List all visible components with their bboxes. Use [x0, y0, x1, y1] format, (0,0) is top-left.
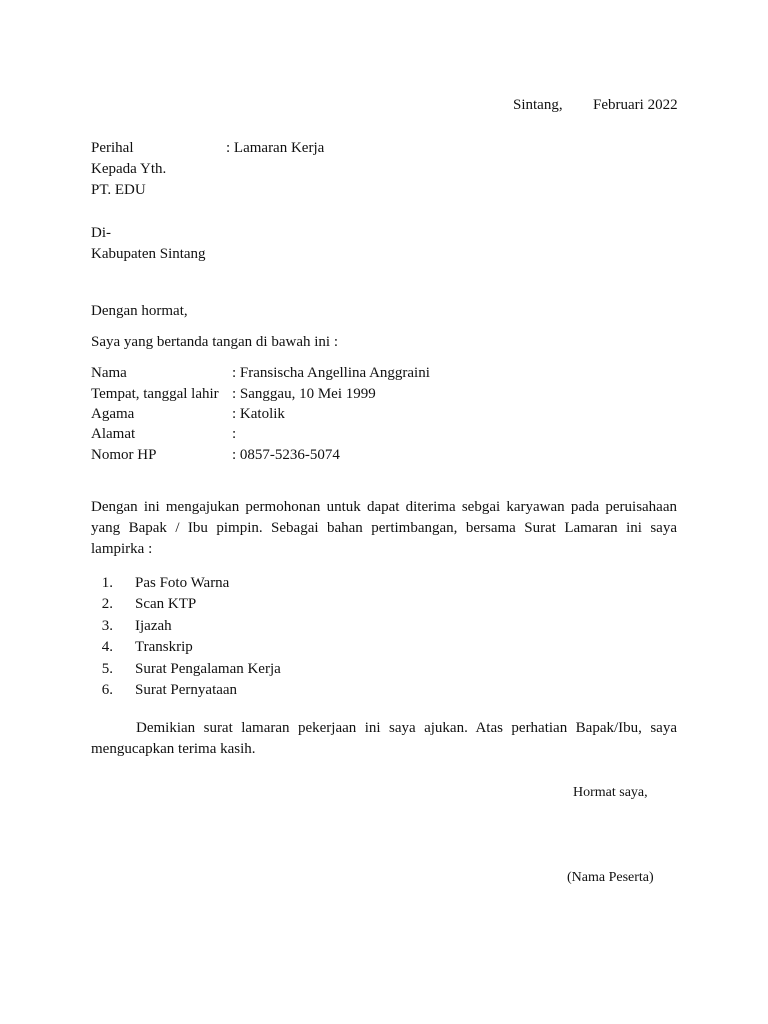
list-item — [91, 659, 281, 680]
date-value: Februari 2022 — [593, 97, 678, 113]
field-label-alamat: Alamat — [91, 426, 136, 442]
list-item — [91, 637, 281, 658]
list-item-number: 6. — [101, 681, 113, 698]
list-item-text: Ijazah — [135, 617, 172, 634]
list-item-text: Transkrip — [135, 639, 193, 656]
recipient-line: Kepada Yth. — [91, 161, 167, 177]
greeting: Dengan hormat, — [91, 303, 188, 319]
list-item — [91, 594, 281, 615]
body-paragraph: Dengan ini mengajukan permohonan untuk dapat diterima sebgai karyawan pada peruisahaan yang Bapak / Ibu pimpin. Sebagai bahan pertimbangan, bersama Surat Lamaran ini saya lampirka : — [91, 499, 677, 557]
field-label-ttl: Tempat, tanggal lahir — [91, 386, 219, 402]
list-item-number: 5. — [101, 660, 113, 677]
field-label-agama: Agama — [91, 406, 135, 422]
date-city: Sintang, — [513, 97, 563, 113]
list-item-number: 3. — [101, 617, 113, 634]
recipient-line: Kabupaten Sintang — [91, 246, 206, 262]
signature-name: (Nama Peserta) — [567, 870, 654, 885]
field-value-hp: : 0857-5236-5074 — [232, 447, 340, 463]
attachment-list — [91, 573, 281, 701]
list-item-number: 2. — [101, 596, 113, 613]
list-item-text: Surat Pengalaman Kerja — [135, 660, 281, 677]
closing-salutation: Hormat saya, — [573, 785, 648, 800]
field-label-hp: Nomor HP — [91, 447, 157, 463]
recipient-line: Di- — [91, 225, 111, 241]
list-item-text: Scan KTP — [135, 596, 197, 613]
list-item-number: 4. — [101, 639, 113, 656]
field-value-agama: : Katolik — [232, 406, 285, 422]
list-item-text: Pas Foto Warna — [135, 575, 230, 591]
field-value-ttl: : Sanggau, 10 Mei 1999 — [232, 386, 376, 402]
list-item-number: 1. — [101, 575, 113, 591]
list-item — [91, 680, 281, 701]
subject-label: Perihal — [91, 140, 134, 156]
subject-value: : Lamaran Kerja — [226, 140, 325, 156]
field-value-alamat: : — [232, 426, 237, 442]
recipient-line: PT. EDU — [91, 182, 146, 198]
list-item — [91, 616, 281, 637]
closing-paragraph: Demikian surat lamaran pekerjaan ini saya ajukan. Atas perhatian Bapak/Ibu, saya mengucapkan terima kasih. — [91, 720, 677, 757]
intro-text: Saya yang bertanda tangan di bawah ini : — [91, 334, 339, 350]
list-item — [91, 573, 281, 594]
field-label-nama: Nama — [91, 365, 127, 381]
field-value-nama: : Fransischa Angellina Anggraini — [232, 365, 430, 381]
list-item-text: Surat Pernyataan — [135, 681, 238, 698]
